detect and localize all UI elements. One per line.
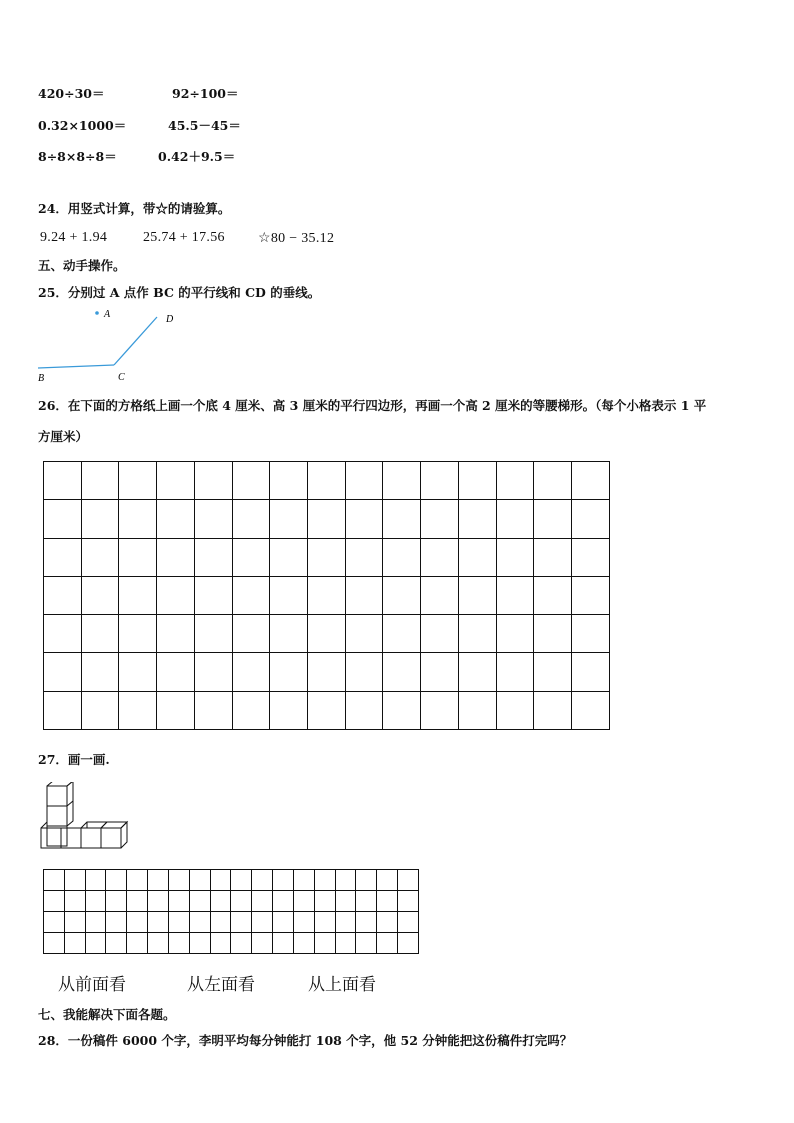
grid-cell[interactable] [293,891,314,912]
grid-cell[interactable] [496,691,534,729]
grid-cell[interactable] [356,912,377,933]
grid-cell[interactable] [383,500,421,538]
grid-cell[interactable] [377,912,398,933]
section-5-title: 五、动手操作。 [38,258,126,273]
grid-cell[interactable] [106,933,127,954]
grid-cell[interactable] [356,933,377,954]
grid-row [44,615,610,653]
grid-cell[interactable] [345,653,383,691]
grid-cell[interactable] [534,653,572,691]
grid-cell[interactable] [210,870,231,891]
grid-cell[interactable] [194,691,232,729]
grid-row [44,933,419,954]
grid-cell[interactable] [398,933,419,954]
grid-cell[interactable] [44,462,82,500]
expression-2: 25.74 + 17.56 [143,230,225,245]
grid-cell[interactable] [157,500,195,538]
grid-row [44,538,610,576]
grid-cell[interactable] [534,691,572,729]
grid-cell[interactable] [383,653,421,691]
grid-cell[interactable] [383,538,421,576]
grid-cell[interactable] [157,691,195,729]
label-c: C [118,372,125,383]
grid-cell[interactable] [81,500,119,538]
grid-cell[interactable] [572,576,610,614]
grid-cell[interactable] [270,615,308,653]
grid-cell[interactable] [458,462,496,500]
grid-row [44,462,610,500]
grid-cell[interactable] [252,891,273,912]
section-7-title: 七、我能解决下面各题。 [38,1007,176,1022]
grid-cell[interactable] [44,500,82,538]
grid-cell[interactable] [81,691,119,729]
label-a: A [104,309,111,320]
grid-cell[interactable] [81,615,119,653]
grid-cell[interactable] [106,891,127,912]
grid-cell[interactable] [308,615,346,653]
grid-cell[interactable] [44,691,82,729]
grid-cell[interactable] [119,538,157,576]
grid-row [44,870,419,891]
grid-cell[interactable] [168,912,189,933]
grid-cell[interactable] [85,891,106,912]
view-label-left: 从左面看 [187,975,255,994]
grid-cell[interactable] [119,653,157,691]
grid-cell[interactable] [308,462,346,500]
grid-cell[interactable] [252,933,273,954]
question-26-line-2: 方厘米） [38,429,89,444]
grid-cell[interactable] [148,933,169,954]
grid-cell[interactable] [157,462,195,500]
question-25: 25．分别过 A 点作 BC 的平行线和 CD 的垂线。 [38,285,321,300]
grid-cell[interactable] [293,933,314,954]
grid-cell[interactable] [534,576,572,614]
grid-cell[interactable] [383,691,421,729]
grid-cell[interactable] [232,615,270,653]
grid-cell[interactable] [314,912,335,933]
grid-cell[interactable] [232,538,270,576]
grid-cell[interactable] [293,912,314,933]
grid-cell[interactable] [335,933,356,954]
grid-cell[interactable] [168,891,189,912]
grid-cell[interactable] [119,462,157,500]
grid-cell[interactable] [270,653,308,691]
grid-cell[interactable] [64,933,85,954]
grid-cell[interactable] [345,500,383,538]
grid-cell[interactable] [383,576,421,614]
grid-cell[interactable] [189,912,210,933]
grid-cell[interactable] [496,462,534,500]
grid-cell[interactable] [534,538,572,576]
grid-cell[interactable] [273,891,294,912]
grid-cell[interactable] [119,615,157,653]
grid-row [44,500,610,538]
grid-cell[interactable] [383,462,421,500]
grid-cell[interactable] [232,500,270,538]
grid-cell[interactable] [572,653,610,691]
grid-cell[interactable] [252,912,273,933]
grid-cell[interactable] [458,538,496,576]
grid-cell[interactable] [356,891,377,912]
grid-cell[interactable] [148,891,169,912]
grid-cell[interactable] [572,615,610,653]
grid-cell[interactable] [64,870,85,891]
grid-cell[interactable] [148,870,169,891]
grid-cell[interactable] [85,933,106,954]
grid-cell[interactable] [127,870,148,891]
grid-cell[interactable] [106,870,127,891]
grid-cell[interactable] [335,870,356,891]
grid-cell[interactable] [232,576,270,614]
grid-cell[interactable] [270,538,308,576]
view-label-top: 从上面看 [308,975,376,994]
grid-cell[interactable] [496,500,534,538]
grid-cell[interactable] [85,912,106,933]
grid-cell[interactable] [194,615,232,653]
grid-cell[interactable] [127,891,148,912]
grid-cell[interactable] [81,538,119,576]
grid-cell[interactable] [572,500,610,538]
label-d: D [166,314,174,325]
question-26-line-1: 26．在下面的方格纸上画一个底 4 厘米、高 3 厘米的平行四边形，再画一个高 2 厘米的等腰梯形。（每个小格表示 1 平 [38,398,707,413]
grid-cell[interactable] [119,500,157,538]
calc-item-2-1: 0.32×1000＝ [38,118,127,133]
grid-cell[interactable] [106,912,127,933]
square-grid-paper[interactable] [43,461,610,730]
grid-cell[interactable] [44,615,82,653]
grid-cell[interactable] [231,891,252,912]
grid-cell[interactable] [273,912,294,933]
grid-cell[interactable] [421,500,459,538]
grid-cell[interactable] [194,500,232,538]
grid-cell[interactable] [64,912,85,933]
grid-cell[interactable] [270,462,308,500]
grid-cell[interactable] [345,615,383,653]
grid-cell[interactable] [335,912,356,933]
grid-cell[interactable] [308,500,346,538]
grid-cell[interactable] [345,538,383,576]
grid-cell[interactable] [194,653,232,691]
grid-cell[interactable] [270,691,308,729]
grid-cell[interactable] [458,615,496,653]
grid-cell[interactable] [572,462,610,500]
grid-cell[interactable] [81,653,119,691]
grid-cell[interactable] [421,538,459,576]
grid-cell[interactable] [44,912,65,933]
label-b: B [38,373,45,384]
grid-cell[interactable] [421,576,459,614]
grid-cell[interactable] [231,912,252,933]
grid-cell[interactable] [458,653,496,691]
grid-cell[interactable] [572,538,610,576]
grid-cell[interactable] [421,462,459,500]
grid-cell[interactable] [383,615,421,653]
grid-cell[interactable] [377,870,398,891]
grid-cell[interactable] [496,653,534,691]
grid-cell[interactable] [270,500,308,538]
grid-cell[interactable] [44,933,65,954]
grid-cell[interactable] [345,576,383,614]
grid-cell[interactable] [127,912,148,933]
calc-item-3-2: 0.42＋9.5＝ [158,149,236,164]
grid-cell[interactable] [44,538,82,576]
grid-cell[interactable] [308,653,346,691]
grid-cell[interactable] [81,576,119,614]
grid-cell[interactable] [148,912,169,933]
grid-cell[interactable] [168,870,189,891]
grid-cell[interactable] [189,870,210,891]
grid-cell[interactable] [210,891,231,912]
grid-cell[interactable] [44,653,82,691]
grid-cell[interactable] [270,576,308,614]
grid-cell[interactable] [345,462,383,500]
grid-cell[interactable] [398,912,419,933]
grid-cell[interactable] [273,933,294,954]
grid-cell[interactable] [398,870,419,891]
grid-cell[interactable] [534,462,572,500]
grid-cell[interactable] [157,615,195,653]
view-label-front: 从前面看 [58,975,126,994]
grid-cell[interactable] [189,891,210,912]
grid-cell[interactable] [210,933,231,954]
question-24: 24．用竖式计算，带☆的请验算。 [38,201,231,216]
grid-cell[interactable] [85,870,106,891]
question-28: 28．一份稿件 6000 个字，李明平均每分钟能打 108 个字，他 52 分钟能把这份稿件打完吗？ [38,1033,573,1048]
q25-figure [30,306,190,386]
grid-cell[interactable] [534,615,572,653]
grid-cell[interactable] [293,870,314,891]
grid-cell[interactable] [421,691,459,729]
grid-cell[interactable] [314,891,335,912]
grid-cell[interactable] [458,691,496,729]
grid-cell[interactable] [157,576,195,614]
grid-cell[interactable] [232,462,270,500]
grid-cell[interactable] [335,891,356,912]
grid-cell[interactable] [231,870,252,891]
grid-cell[interactable] [308,576,346,614]
grid-cell[interactable] [194,576,232,614]
expression-1: 9.24 + 1.94 [40,230,108,245]
calc-item-1-2: 92÷100＝ [172,86,239,101]
grid-row [44,912,419,933]
small-grid-paper[interactable] [43,869,419,954]
grid-cell[interactable] [572,691,610,729]
grid-cell[interactable] [308,691,346,729]
grid-cell[interactable] [119,576,157,614]
grid-cell[interactable] [421,653,459,691]
grid-cell[interactable] [377,933,398,954]
point-a-dot [95,311,99,315]
grid-row [44,691,610,729]
expression-3: ☆80 − 35.12 [258,231,335,246]
grid-cell[interactable] [232,691,270,729]
grid-cell[interactable] [157,538,195,576]
grid-cell[interactable] [314,933,335,954]
grid-cell[interactable] [194,538,232,576]
calc-item-2-2: 45.5－45＝ [168,118,241,133]
grid-cell[interactable] [534,500,572,538]
grid-cell[interactable] [458,500,496,538]
grid-cell[interactable] [168,933,189,954]
grid-cell[interactable] [189,933,210,954]
grid-cell[interactable] [458,576,496,614]
question-27: 27．画一画. [38,752,110,767]
grid-cell[interactable] [377,891,398,912]
grid-cell[interactable] [356,870,377,891]
grid-cell[interactable] [44,576,82,614]
grid-row [44,576,610,614]
calc-item-1-1: 420÷30＝ [38,86,105,101]
grid-cell[interactable] [496,538,534,576]
segment-cd [114,317,157,365]
grid-cell[interactable] [308,538,346,576]
grid-cell[interactable] [64,891,85,912]
grid-cell[interactable] [273,870,294,891]
grid-row [44,653,610,691]
grid-cell[interactable] [194,462,232,500]
grid-cell[interactable] [157,653,195,691]
grid-cell[interactable] [496,615,534,653]
segment-bc [38,365,114,368]
grid-cell[interactable] [127,933,148,954]
grid-cell[interactable] [314,870,335,891]
grid-cell[interactable] [119,691,157,729]
grid-row [44,891,419,912]
grid-cell[interactable] [44,870,65,891]
grid-cell[interactable] [231,933,252,954]
grid-cell[interactable] [81,462,119,500]
grid-cell[interactable] [421,615,459,653]
grid-cell[interactable] [44,891,65,912]
grid-cell[interactable] [398,891,419,912]
grid-cell[interactable] [345,691,383,729]
grid-cell[interactable] [210,912,231,933]
grid-cell[interactable] [252,870,273,891]
calc-item-3-1: 8÷8×8÷8＝ [38,149,117,164]
grid-cell[interactable] [496,576,534,614]
grid-cell[interactable] [232,653,270,691]
cube-stack-figure [38,782,138,852]
